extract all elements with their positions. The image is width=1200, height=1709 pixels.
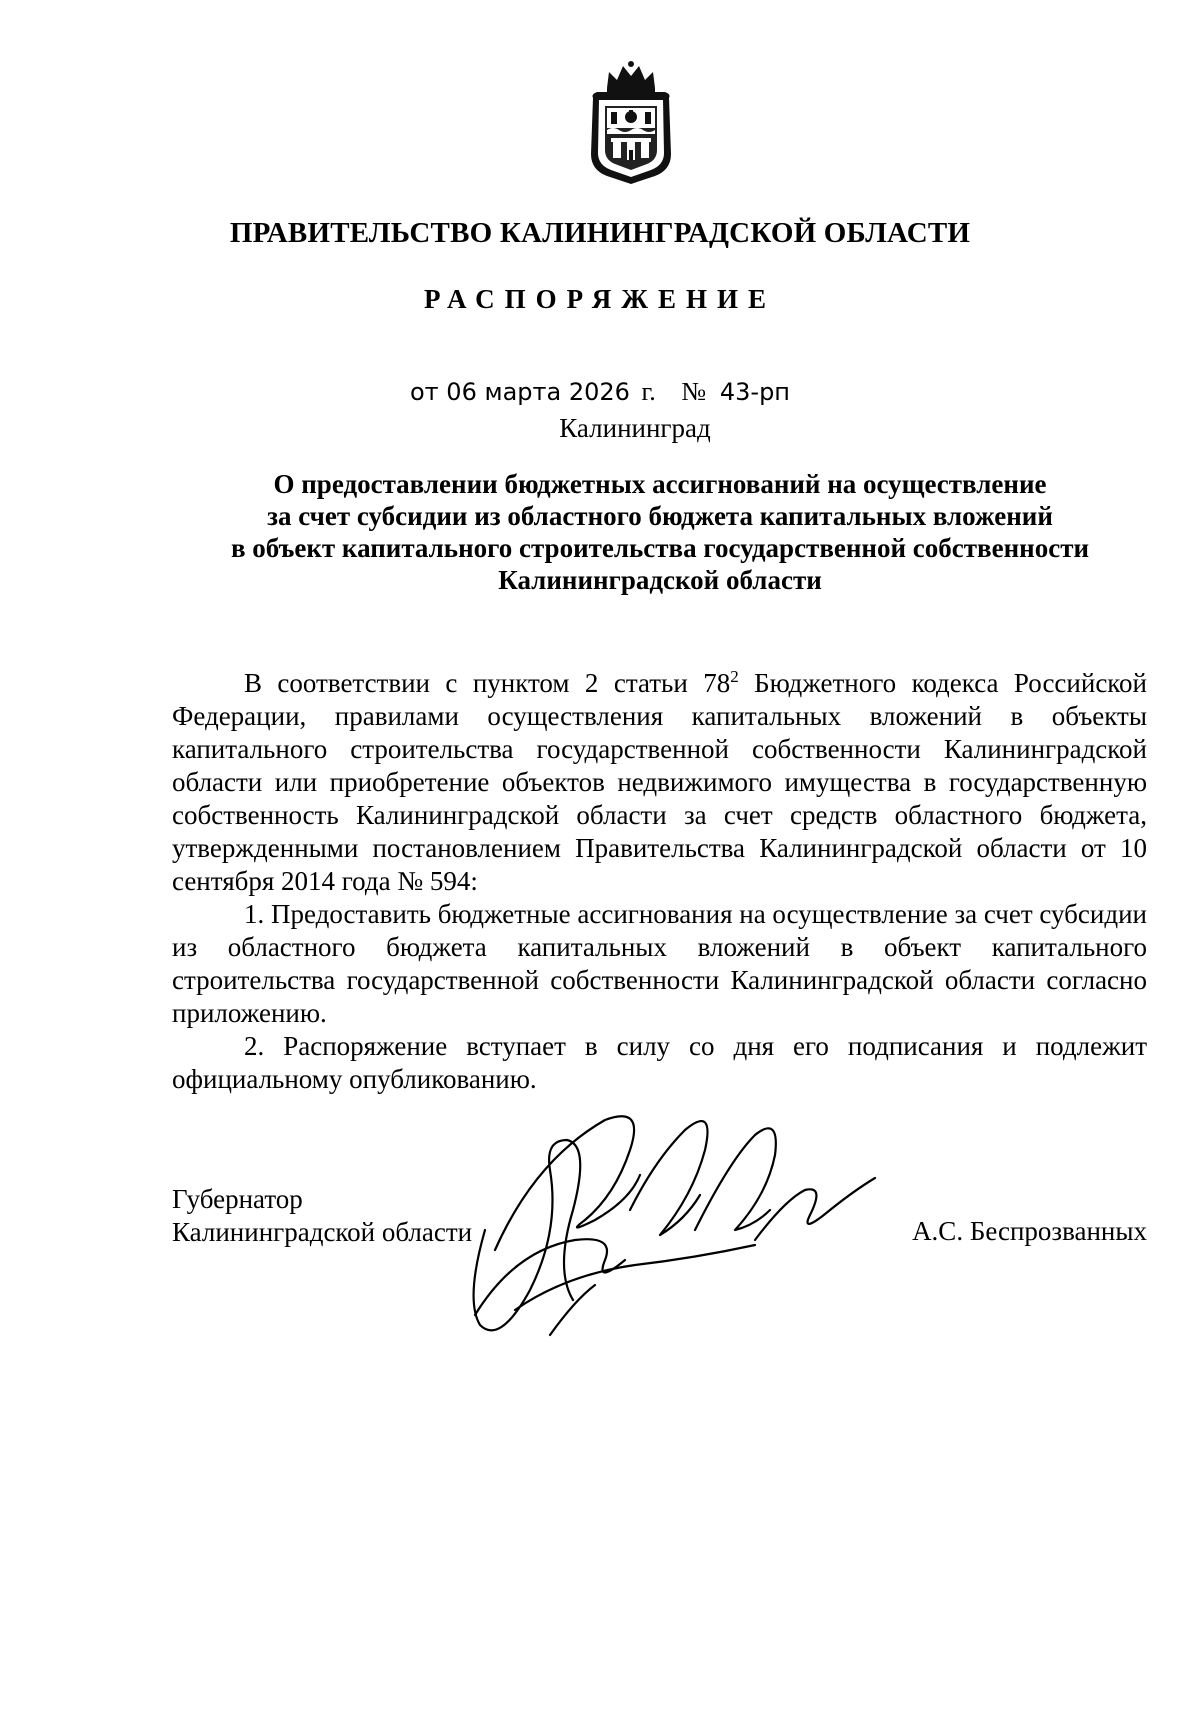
document-body xyxy=(172,667,1147,1096)
number-prefix: № xyxy=(681,377,707,406)
article-superscript: 2 xyxy=(730,667,739,686)
document-number: 43-рп xyxy=(719,378,790,406)
organization-name: ПРАВИТЕЛЬСТВО КАЛИНИНГРАДСКОЙ ОБЛАСТИ xyxy=(229,217,971,249)
preamble-text-start: В соответствии с пунктом 2 статьи 78 xyxy=(244,668,731,698)
title-line: в объект капитального строительства государственной собственности xyxy=(230,533,1090,563)
title-line: О предоставлении бюджетных ассигнований на осуществление xyxy=(273,469,1047,499)
date-suffix: г. xyxy=(641,377,656,406)
preamble-paragraph xyxy=(172,667,1147,898)
coat-of-arms-icon xyxy=(585,58,677,186)
signatory-name: А.С. Беспрозванных xyxy=(912,1216,1147,1246)
date-number-line xyxy=(0,377,1200,407)
signatory-position xyxy=(172,1183,472,1249)
document-date: 06 марта 2026 xyxy=(446,378,630,406)
city-name: Калининград xyxy=(559,413,711,443)
document-title xyxy=(120,468,1200,596)
title-line: Калининградской области xyxy=(498,565,822,595)
document-type: РАСПОРЯЖЕНИЕ xyxy=(423,284,777,314)
handwritten-signature-icon xyxy=(455,1100,915,1350)
preamble-text-end: Бюджетного кодекса Российской Федерации, правилами осуществления капитальных вложений в объекты капитального строительства государственной собственности Калининградской области или приобретение объектов недвижимого имущества в государственную собственность Калининградской области за счет средств областного бюджета, утвержденными постановлением Правительства Калининградской области от 10 сентября 2014 года № 594: xyxy=(172,668,1147,896)
position-line-2: Калининградской области xyxy=(172,1217,473,1247)
date-prefix: от xyxy=(409,378,439,406)
item-1-paragraph: 1. Предоставить бюджетные ассигнования на осуществление за счет субсидии из областного бюджета капитальных вложений в объект капитального строительства государственной собственности Калининградской области согласно приложению. xyxy=(172,899,1147,1028)
title-line: за счет субсидии из областного бюджета капитальных вложений xyxy=(267,501,1053,531)
item-2-paragraph: 2. Распоряжение вступает в силу со дня его подписания и подлежит официальному опубликованию. xyxy=(172,1031,1147,1094)
position-line-1: Губернатор xyxy=(172,1184,303,1214)
